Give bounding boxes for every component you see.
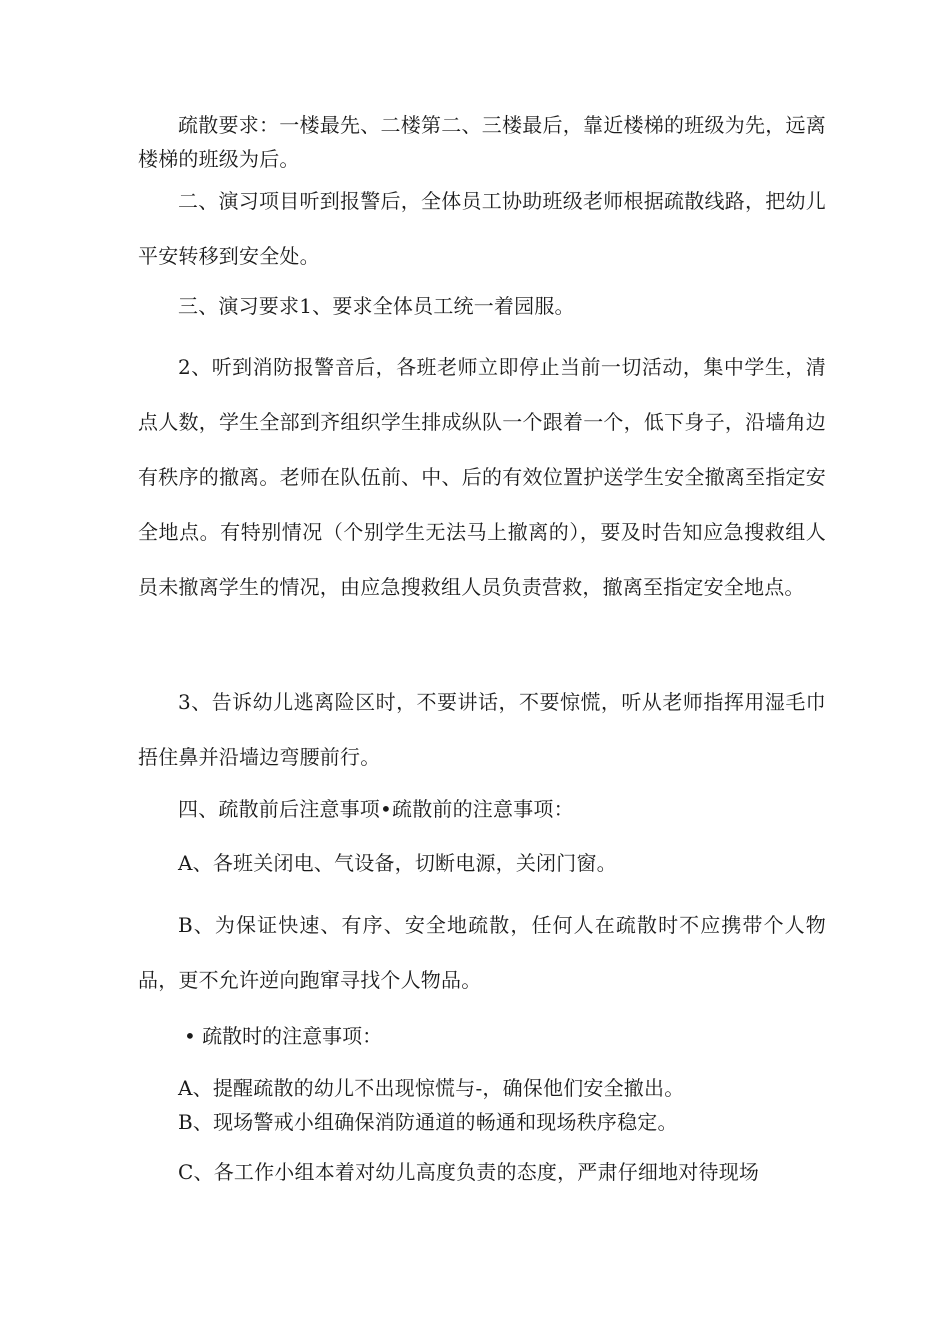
paragraph-before-b: B、为保证快速、有序、安全地疏散，任何人在疏散时不应携带个人物品，更不允许逆向跑窜寻找个人物品。: [138, 913, 826, 992]
paragraph-requirement-2: 2、听到消防报警音后，各班老师立即停止当前一切活动，集中学生，清点人数，学生全部到齐组织学生排成纵队一个跟着一个，低下身子，沿墙角边有秩序的撤离。老师在队伍前、中、后的有效位置护送学生安全撤离至指定安全地点。有特别情况（个别学生无法马上撤离的），要及时告知应急搜救组人员未撤离学生的情况，由应急搜救组人员负责营救，撤离至指定安全地点。: [138, 355, 826, 599]
paragraph-evacuation-order: 疏散要求：一楼最先、二楼第二、三楼最后，靠近楼梯的班级为先，远离楼梯的班级为后。: [138, 113, 826, 171]
paragraph-during-b: B、现场警戒小组确保消防通道的畅通和现场秩序稳定。: [178, 1110, 678, 1134]
paragraph-requirement-3: 3、告诉幼儿逃离险区时，不要讲话，不要惊慌，听从老师指挥用湿毛巾捂住鼻并沿墙边弯腰前行。: [138, 690, 826, 769]
paragraph-before-a: A、各班关闭电、气设备，切断电源，关闭门窗。: [178, 851, 617, 875]
paragraph-drill-items: 二、演习项目听到报警后，全体员工协助班级老师根据疏散线路，把幼儿平安转移到安全处。: [138, 189, 826, 268]
paragraph-during-c: C、各工作小组本着对幼儿高度负责的态度，严肃仔细地对待现场: [178, 1160, 760, 1184]
paragraph-during-heading: • 疏散时的注意事项：: [184, 1024, 383, 1048]
paragraph-precautions-heading: 四、疏散前后注意事项•疏散前的注意事项：: [178, 797, 574, 821]
paragraph-drill-requirements: 三、演习要求1、要求全体员工统一着园服。: [178, 294, 575, 318]
paragraph-during-a: A、提醒疏散的幼儿不出现惊慌与-，确保他们安全撤出。: [178, 1076, 685, 1100]
